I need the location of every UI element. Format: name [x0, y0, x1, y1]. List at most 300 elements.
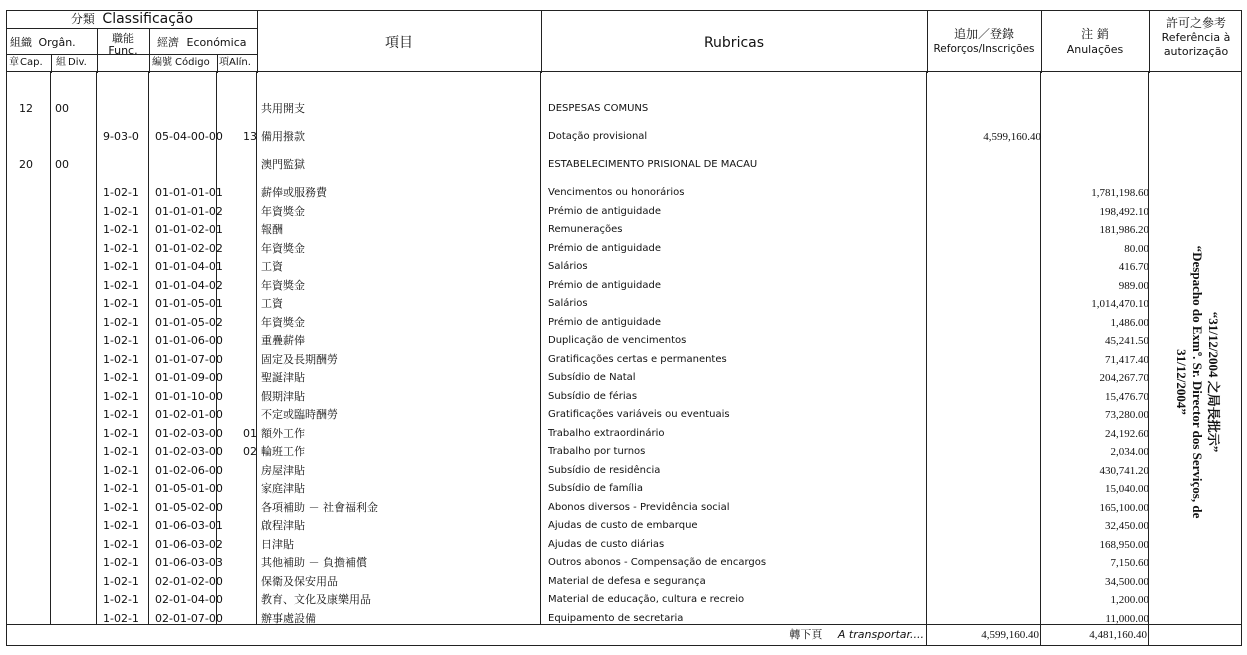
- cell-cap: [19, 258, 45, 276]
- cell-anu: 168,950.00: [1099, 538, 1149, 551]
- cell-div: [55, 332, 81, 350]
- cell-pt: Salários: [548, 261, 588, 272]
- cell-div: [55, 258, 81, 276]
- cell-zh: 重疊薪俸: [261, 334, 305, 347]
- organica-header: [10, 37, 96, 49]
- cell-cap: [19, 221, 45, 239]
- cell-pt: Dotação provisional: [548, 131, 648, 142]
- cell-cod: 05-04-00-00: [155, 130, 223, 143]
- cell-div: [55, 554, 81, 572]
- cell-anu: 15,476.70: [1105, 390, 1149, 403]
- cell-func: 1-02-1: [103, 574, 139, 588]
- cell-alin: [223, 295, 257, 313]
- cell-alin: [223, 221, 257, 239]
- cell-pt: Prémio de antiguidade: [548, 205, 661, 217]
- cell-anu: 11,000.00: [1105, 612, 1149, 625]
- cell-cap: [19, 443, 45, 461]
- cell-div: [55, 462, 81, 480]
- cell-pt: Prémio de antiguidade: [548, 316, 661, 328]
- cell-func: 1-02-1: [103, 241, 139, 255]
- table-row: [7, 499, 1243, 517]
- cell-func: 1-02-1: [103, 223, 139, 236]
- cap-pt: Cap.: [20, 57, 43, 68]
- cell-alin: [223, 462, 257, 480]
- cell-anu: 181,986.20: [1099, 224, 1149, 236]
- cell-alin: [223, 536, 257, 554]
- cell-alin: [223, 406, 257, 424]
- cell-zh: 教育、文化及康樂用品: [261, 593, 371, 606]
- cell-zh: 房屋津貼: [261, 463, 305, 477]
- cell-anu: 73,280.00: [1105, 409, 1149, 421]
- cell-ref: [929, 388, 1041, 406]
- cell-ref: [929, 499, 1041, 517]
- cell-cod: 02-01-04-00: [155, 593, 223, 606]
- cell-div: [55, 388, 81, 406]
- cell-alin: [223, 517, 257, 535]
- cell-func: 1-02-1: [103, 482, 139, 495]
- economica-header: [157, 37, 257, 49]
- cell-zh: 共用開支: [261, 102, 305, 115]
- cell-div: [55, 517, 81, 535]
- cell-zh: 輪班工作: [261, 445, 305, 458]
- cell-alin: [223, 240, 257, 258]
- cell-zh: 假期津貼: [261, 389, 305, 403]
- cell-zh: 保衛及保安用品: [261, 574, 338, 588]
- cell-anu: 1,014,470.10: [1091, 298, 1149, 310]
- cell-ref: [929, 462, 1041, 480]
- cell-alin: [223, 184, 257, 202]
- cell-func: 1-02-1: [103, 260, 139, 273]
- cell-alin: [223, 573, 257, 591]
- cell-alin: [223, 156, 257, 174]
- cell-anu: 7,150.60: [1110, 557, 1149, 569]
- cell-anu: 1,486.00: [1110, 316, 1149, 329]
- economica-pt: Económica: [186, 36, 247, 49]
- codigo-pt: Código: [175, 57, 210, 68]
- cell-alin: 01: [243, 426, 257, 440]
- rubrica-pt-header: Rubricas: [703, 35, 765, 51]
- table-row: [7, 554, 1243, 572]
- cell-div: [55, 591, 81, 609]
- cell-pt: Ajudas de custo de embarque: [548, 520, 698, 531]
- cell-cod: 01-01-02-02: [155, 241, 223, 255]
- cell-ref: [929, 221, 1041, 239]
- cell-pt: Outros abonos - Compensação de encargos: [548, 557, 767, 568]
- cell-anu: [1045, 128, 1149, 146]
- cell-div: [55, 240, 81, 258]
- cell-pt: Equipamento de secretaria: [548, 612, 684, 624]
- cell-cap: [19, 388, 45, 406]
- table-row: [7, 332, 1243, 350]
- carry-forward-zh: 轉下頁: [789, 628, 823, 641]
- cell-zh: 各項補助 － 社會福利金: [261, 500, 378, 514]
- cell-cod: 01-01-04-01: [155, 260, 223, 273]
- cell-pt: Salários: [548, 298, 588, 309]
- cell-cod: 01-06-03-01: [155, 519, 223, 532]
- cell-ref: [929, 203, 1041, 221]
- cell-alin: 02: [243, 445, 257, 458]
- cell-pt: Gratificações variáveis ou eventuais: [548, 409, 730, 420]
- cell-cod: [155, 100, 217, 118]
- table-row: [7, 369, 1243, 387]
- cell-zh: 辦事處設備: [261, 611, 316, 625]
- cell-func: 1-02-1: [103, 334, 139, 347]
- table-footer: [6, 624, 1242, 646]
- cell-cod: [155, 156, 217, 174]
- carry-forward-pt: A transportar....: [837, 628, 924, 641]
- funcional-pt: Func.: [108, 44, 138, 57]
- table-row: [7, 203, 1243, 221]
- cell-cod: 01-02-03-00: [155, 445, 223, 458]
- cell-pt: Trabalho extraordinário: [548, 427, 665, 439]
- total-anulacoes: 4,481,160.40: [1089, 629, 1147, 641]
- cell-cap: [19, 499, 45, 517]
- cell-pt: Material de educação, cultura e recreio: [548, 594, 745, 605]
- cell-alin: [223, 203, 257, 221]
- cell-ref: [929, 406, 1041, 424]
- cell-ref: [929, 100, 1041, 118]
- div-header: [56, 57, 96, 69]
- cell-zh: 年資獎金: [261, 204, 305, 218]
- cell-cap: [19, 536, 45, 554]
- anulacoes-zh: 注 銷: [1081, 27, 1109, 41]
- cell-ref: [929, 443, 1041, 461]
- cell-cod: 01-01-01-02: [155, 204, 223, 218]
- table-row: [7, 388, 1243, 406]
- authorization-line-1: “31/12/2004 之局長批示”: [1206, 311, 1221, 453]
- cell-zh: 啟程津貼: [261, 519, 305, 532]
- div-zh: 組: [56, 57, 66, 68]
- cell-func: 1-02-1: [103, 186, 139, 199]
- cell-zh: 不定或臨時酬勞: [261, 408, 338, 421]
- cell-anu: 1,781,198.60: [1091, 187, 1149, 199]
- cell-alin: [223, 480, 257, 498]
- cell-zh: 薪俸或服務費: [261, 186, 327, 199]
- cell-cap: [19, 240, 45, 258]
- referencia-header: [1149, 15, 1243, 59]
- cell-cod: 01-01-02-01: [155, 223, 223, 236]
- cell-div: [55, 184, 81, 202]
- cell-func: 1-02-1: [103, 556, 139, 569]
- cell-cap: [19, 351, 45, 369]
- cell-div: [55, 536, 81, 554]
- cell-func: 1-02-1: [103, 389, 139, 403]
- cell-cod: 01-01-05-01: [155, 297, 223, 310]
- alinea-header: [219, 57, 257, 69]
- cell-zh: 其他補助 － 負擔補償: [261, 556, 367, 569]
- cell-pt: Subsídio de residência: [548, 464, 661, 476]
- cell-alin: [223, 332, 257, 350]
- table-row: [7, 100, 1243, 118]
- cell-zh: 額外工作: [261, 426, 305, 440]
- cell-func: 1-02-1: [103, 500, 139, 514]
- cell-zh: 工資: [261, 260, 283, 273]
- cell-ref: [929, 184, 1041, 202]
- cell-ref: [929, 277, 1041, 295]
- cell-pt: Abonos diversos - Previdência social: [548, 501, 730, 513]
- cell-div: [55, 369, 81, 387]
- cell-alin: [223, 100, 257, 118]
- cell-cap: 12: [19, 102, 33, 115]
- referencia-pt1: Referência à: [1161, 31, 1231, 44]
- classification-pt: Classificação: [102, 11, 194, 27]
- cell-zh: 固定及長期酬勞: [261, 352, 338, 366]
- budget-table: [6, 10, 1242, 646]
- cell-ref: [929, 425, 1041, 443]
- table-row: [7, 591, 1243, 609]
- table-row: [7, 314, 1243, 332]
- codigo-header: [152, 57, 216, 69]
- cell-cod: 01-02-03-00: [155, 426, 223, 440]
- cell-alin: [223, 388, 257, 406]
- cell-anu: 430,741.20: [1099, 464, 1149, 477]
- table-row: [7, 156, 1243, 174]
- cell-func: 1-02-1: [103, 408, 139, 421]
- cell-cap: [19, 517, 45, 535]
- table-header: [6, 10, 1242, 72]
- table-row: [7, 425, 1243, 443]
- cell-cod: 01-01-05-02: [155, 315, 223, 329]
- cell-func: 1-02-1: [103, 445, 139, 458]
- cell-pt: Subsídio de Natal: [548, 372, 636, 383]
- cell-div: [55, 425, 81, 443]
- cap-zh: 章: [9, 57, 19, 68]
- cell-div: 00: [55, 102, 69, 115]
- cell-anu: 2,034.00: [1110, 446, 1149, 458]
- table-row: [7, 277, 1243, 295]
- cell-cap: [19, 425, 45, 443]
- cell-ref: [929, 314, 1041, 332]
- authorization-line-3: 31/12/2004”: [1174, 349, 1189, 415]
- cell-alin: [223, 258, 257, 276]
- cell-func: 1-02-1: [103, 315, 139, 329]
- cell-ref: [929, 295, 1041, 313]
- cell-func: 1-02-1: [103, 519, 139, 532]
- funcional-header: [97, 33, 149, 57]
- reforcos-pt: Reforços/Inscrições: [933, 43, 1035, 55]
- cell-div: [55, 221, 81, 239]
- classification-title: [7, 13, 257, 26]
- cell-cod: 01-01-01-01: [155, 186, 223, 199]
- cell-cod: 02-01-07-00: [155, 611, 223, 625]
- alinea-pt: Alín.: [229, 57, 251, 68]
- table-row: [7, 536, 1243, 554]
- cell-anu: [1045, 156, 1149, 174]
- cell-cap: [19, 369, 45, 387]
- cell-div: [55, 443, 81, 461]
- cell-zh: 報酬: [261, 223, 283, 236]
- cell-anu: 15,040.00: [1105, 483, 1149, 495]
- cell-anu: 989.00: [1118, 279, 1149, 292]
- cell-alin: [223, 591, 257, 609]
- cell-alin: [223, 369, 257, 387]
- cell-func: 1-02-1: [103, 537, 139, 551]
- cell-ref: [929, 517, 1041, 535]
- authorization-line-2: “Despacho do Exmº. Sr. Director dos Serviços, de: [1190, 245, 1205, 519]
- cell-cap: [19, 406, 45, 424]
- table-row: [7, 462, 1243, 480]
- authorization-reference: [1167, 222, 1227, 542]
- cell-pt: Subsídio de férias: [548, 390, 638, 402]
- cell-func: [103, 156, 151, 174]
- funcional-zh: 職能: [112, 32, 134, 45]
- cell-div: [55, 480, 81, 498]
- cell-cap: [19, 462, 45, 480]
- cell-zh: 年資獎金: [261, 278, 305, 292]
- cell-div: [55, 277, 81, 295]
- cell-cap: [19, 295, 45, 313]
- cell-zh: 備用撥款: [261, 130, 305, 143]
- cell-anu: 45,241.50: [1105, 335, 1149, 347]
- cell-pt: DESPESAS COMUNS: [548, 103, 649, 114]
- anulacoes-pt: Anulações: [1066, 43, 1124, 56]
- organica-zh: 組織: [10, 36, 32, 49]
- cell-cod: 01-05-01-00: [155, 482, 223, 495]
- cell-div: [55, 351, 81, 369]
- cell-div: [55, 314, 81, 332]
- cell-cap: [19, 184, 45, 202]
- reforcos-header: [927, 27, 1041, 57]
- table-row: [7, 480, 1243, 498]
- cell-anu: 1,200.00: [1110, 594, 1149, 606]
- cell-ref: [929, 573, 1041, 591]
- table-row: [7, 184, 1243, 202]
- cell-ref: [929, 369, 1041, 387]
- cell-cap: 20: [19, 158, 33, 171]
- table-row: [7, 406, 1243, 424]
- cell-anu: 416.70: [1118, 261, 1149, 273]
- cell-cap: [19, 591, 45, 609]
- cell-func: 1-02-1: [103, 593, 139, 606]
- cell-pt: Prémio de antiguidade: [548, 279, 661, 291]
- cell-div: [55, 295, 81, 313]
- cell-pt: Duplicação de vencimentos: [548, 335, 687, 346]
- cell-div: [55, 573, 81, 591]
- cell-div: [55, 499, 81, 517]
- cell-alin: [223, 277, 257, 295]
- cell-anu: 198,492.10: [1099, 205, 1149, 218]
- cell-anu: 32,450.00: [1105, 520, 1149, 532]
- cell-func: 1-02-1: [103, 278, 139, 292]
- table-row: [7, 258, 1243, 276]
- table-row: [7, 517, 1243, 535]
- cell-func: 1-02-1: [103, 204, 139, 218]
- organica-pt: Orgân.: [38, 36, 76, 49]
- anulacoes-header: [1041, 27, 1149, 57]
- economica-zh: 經濟: [157, 36, 179, 49]
- cell-cap: [19, 554, 45, 572]
- cell-pt: Gratificações certas e permanentes: [548, 353, 727, 365]
- rubrica-zh-header: 項目: [385, 35, 413, 51]
- cell-func: 1-02-1: [103, 426, 139, 440]
- cell-cap: [19, 332, 45, 350]
- cell-cod: 01-02-06-00: [155, 463, 223, 477]
- cell-func: [103, 100, 151, 118]
- cell-cod: 01-01-04-02: [155, 278, 223, 292]
- table-row: [7, 573, 1243, 591]
- cell-func: 1-02-1: [103, 463, 139, 477]
- total-reforcos: 4,599,160.40: [981, 629, 1039, 641]
- table-row: [7, 443, 1243, 461]
- cell-ref: [929, 258, 1041, 276]
- cell-alin: [223, 499, 257, 517]
- cell-anu: 24,192.60: [1105, 427, 1149, 440]
- table-row: [7, 128, 1243, 146]
- reforcos-zh: 追加／登錄: [953, 27, 1014, 41]
- codigo-zh: 編號: [152, 57, 172, 68]
- table-row: [7, 240, 1243, 258]
- cell-ref: [929, 591, 1041, 609]
- cell-cap: [19, 573, 45, 591]
- cell-zh: 年資獎金: [261, 241, 305, 255]
- cell-func: 1-02-1: [103, 297, 139, 310]
- cell-cod: 01-01-06-00: [155, 334, 223, 347]
- cell-cod: 01-01-10-00: [155, 389, 223, 403]
- cell-pt: ESTABELECIMENTO PRISIONAL DE MACAU: [548, 159, 758, 170]
- div-pt: Div.: [68, 57, 87, 68]
- cell-div: 00: [55, 158, 69, 171]
- cell-ref: [929, 156, 1041, 174]
- cell-cap: [19, 203, 45, 221]
- cell-pt: Trabalho por turnos: [548, 446, 646, 457]
- cell-zh: 工資: [261, 297, 283, 310]
- cell-zh: 日津貼: [261, 537, 294, 551]
- cell-anu: [1045, 100, 1149, 118]
- cell-ref: [929, 480, 1041, 498]
- cell-pt: Prémio de antiguidade: [548, 242, 661, 254]
- cell-ref: [929, 554, 1041, 572]
- cell-pt: Remunerações: [548, 224, 623, 235]
- cell-cap: [19, 314, 45, 332]
- cell-cap: [19, 277, 45, 295]
- cell-zh: 聖誕津貼: [261, 371, 305, 384]
- cell-ref: [929, 332, 1041, 350]
- cell-zh: 家庭津貼: [261, 482, 305, 495]
- table-body: [6, 72, 1242, 624]
- cell-pt: Subsídio de família: [548, 483, 643, 494]
- cell-pt: Material de defesa e segurança: [548, 575, 706, 587]
- cell-cod: 01-05-02-00: [155, 500, 223, 514]
- cell-alin: [223, 314, 257, 332]
- cell-ref: [929, 240, 1041, 258]
- cell-alin: [223, 351, 257, 369]
- cell-pt: Vencimentos ou honorários: [548, 187, 685, 198]
- cell-func: 1-02-1: [103, 352, 139, 366]
- cell-cod: 01-06-03-03: [155, 556, 223, 569]
- cell-func: 9-03-0: [103, 130, 139, 143]
- cell-zh: 澳門監獄: [261, 158, 305, 171]
- cell-anu: 71,417.40: [1105, 353, 1149, 366]
- cell-alin: [223, 554, 257, 572]
- cell-div: [55, 128, 81, 146]
- cell-anu: 34,500.00: [1105, 575, 1149, 588]
- classification-zh: 分類: [70, 12, 95, 26]
- referencia-zh: 許可之參考: [1165, 16, 1226, 30]
- cell-cap: [19, 480, 45, 498]
- cell-func: 1-02-1: [103, 371, 139, 384]
- cell-cod: 02-01-02-00: [155, 574, 223, 588]
- cell-ref: [929, 351, 1041, 369]
- cell-pt: Ajudas de custo diárias: [548, 538, 665, 550]
- cell-anu: 165,100.00: [1099, 501, 1149, 514]
- carry-forward-label: [707, 625, 924, 645]
- cell-anu: 204,267.70: [1099, 372, 1149, 384]
- cell-func: 1-02-1: [103, 611, 139, 625]
- cell-cod: 01-06-03-02: [155, 537, 223, 551]
- cell-div: [55, 406, 81, 424]
- cell-cod: 01-01-07-00: [155, 352, 223, 366]
- cap-header: [9, 57, 51, 69]
